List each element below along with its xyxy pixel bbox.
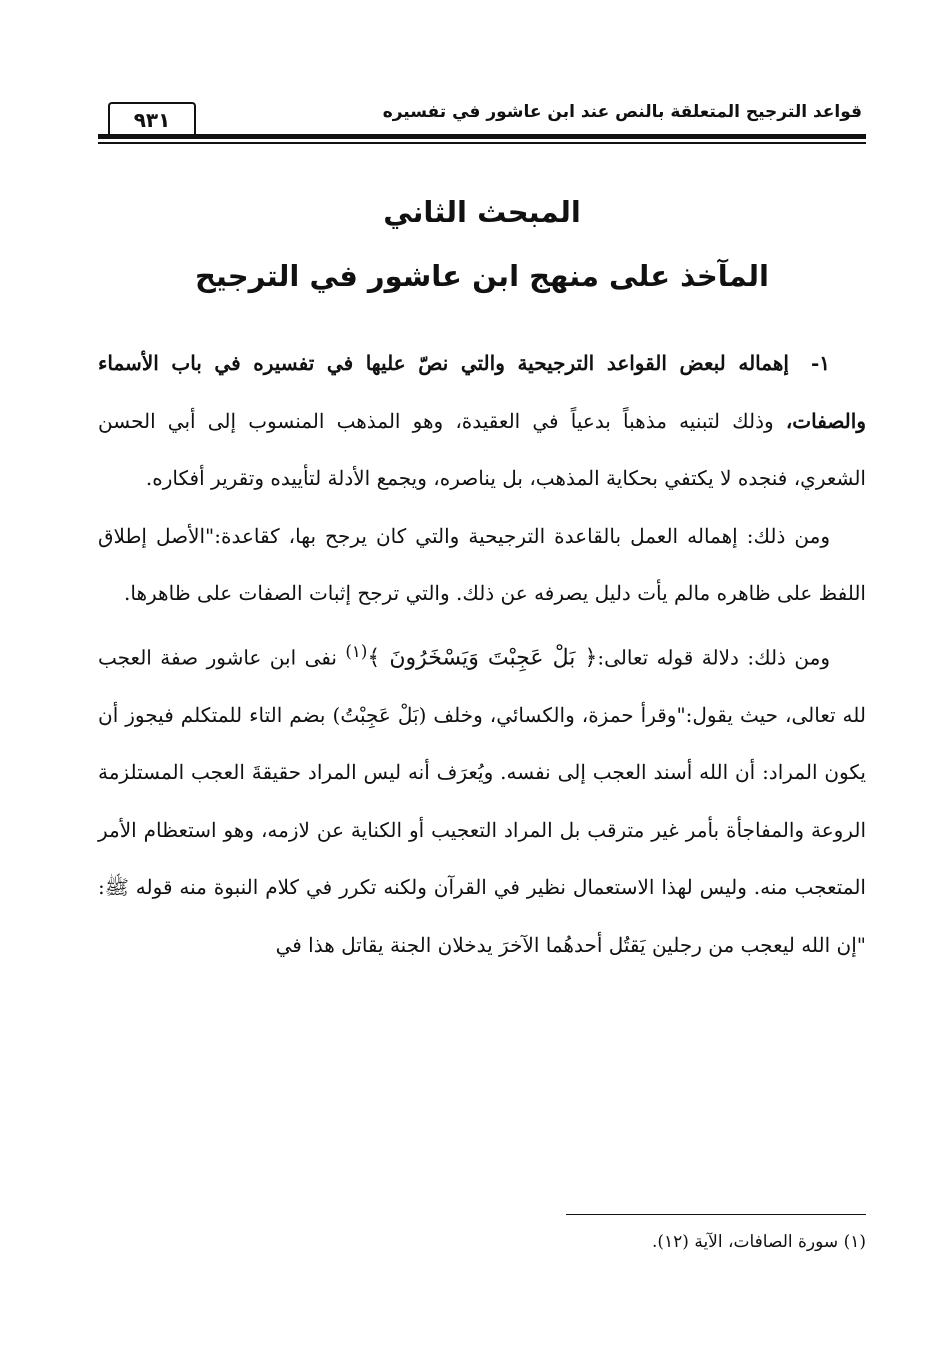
point-lead: إهماله لبعض القواعد الترجيحية والتي نصّ عليها في تفسيره في باب الأسماء والصفات،: [98, 351, 866, 433]
point-1: [98, 335, 866, 508]
body-text: [98, 335, 866, 974]
point-body: وذلك لتبنيه مذهباً بدعياً في العقيدة، وهو المذهب المنسوب إلى أبي الحسن الشعري، فنجده لا يكتفي بحكاية المذهب، بل يناصره، ويجمع الأدلة لتأييده وتقرير أفكاره.: [98, 408, 866, 490]
point-number: ١-: [810, 351, 830, 375]
running-title: قواعد الترجيح المتعلقة بالنص عند ابن عاشور في تفسيره: [382, 102, 862, 122]
header-rule-thick: [98, 134, 866, 139]
section-subtitle: المآخذ على منهج ابن عاشور في الترجيح: [195, 259, 769, 293]
section-titles: [98, 180, 866, 308]
section-title: المبحث الثاني: [383, 195, 581, 229]
header-rule-thin: [98, 142, 866, 144]
quran-intro: ومن ذلك: دلالة قوله تعالى:: [597, 645, 830, 670]
footnote-ref: (١): [345, 641, 368, 661]
paragraph-2: ومن ذلك: إهماله العمل بالقاعدة الترجيحية والتي كان يرجح بها، كقاعدة:"الأصل إطلاق اللفظ على ظاهره مالم يأت دليل يصرفه عن ذلك. والتي ترجح إثبات الصفات على ظاهرها.: [98, 523, 866, 605]
paragraph-3-body: نفى ابن عاشور صفة العجب لله تعالى، حيث يقول:"وقرأ حمزة، والكسائي، وخلف (بَلْ عَجِبْتُ) بضم التاء للمتكلم فيجوز أن يكون المراد: أن الله أسند العجب إلى نفسه. ويُعرَف أنه ليس المراد حقيقةَ العجب المستلزمة الروعة والمفاجأة بأمر غير مترقب بل المراد التعجيب أو الكناية عن لازمه، وهو استعظام الأمر المتعجب منه. وليس لهذا الاستعمال نظير في القرآن ولكنه تكرر في كلام النبوة منه قوله ﷺ: "إن الله ليعجب من رجلين يَقتُل أحدهُما الآخرَ يدخلان الجنة يقاتل هذا في: [98, 645, 866, 957]
footnote: (١) سورة الصافات، الآية (١٢).: [651, 1232, 866, 1252]
paragraph-3: [98, 623, 866, 975]
quran-verse: ﴿ بَلْ عَجِبْتَ وَيَسْخَرُونَ ﴾: [367, 645, 598, 671]
page-number: ٩٣١: [108, 102, 196, 136]
page-header: [98, 100, 866, 152]
footnote-divider: [566, 1214, 866, 1215]
